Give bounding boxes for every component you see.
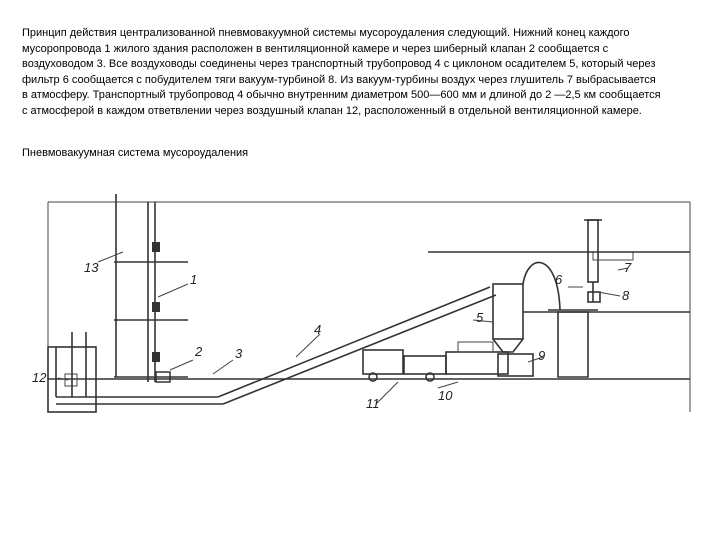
label-13: 13 xyxy=(84,260,99,275)
label-11: 11 xyxy=(366,396,380,411)
air-valve-chamber xyxy=(48,332,96,412)
label-7: 7 xyxy=(624,260,632,275)
air-duct xyxy=(56,397,223,404)
cyclone-separator xyxy=(493,284,523,352)
label-4: 4 xyxy=(314,322,322,337)
label-12: 12 xyxy=(32,370,47,385)
garbage-chute xyxy=(148,202,160,382)
label-5: 5 xyxy=(476,310,484,325)
residential-building xyxy=(114,194,188,377)
label-9: 9 xyxy=(538,348,546,363)
description-paragraph: Принцип действия централизованной пневмовакуумной системы мусороудаления следующий. Нижний конец каждого мусоропровода 1 жилого здания расположен в вентиляционной камере и через шиберный клапан 2 сообщается с воздуховодом 3. Все воздуховоды соединены через транспортный трубопровод 4 с циклоном осадителем 5, который через фильтр 6 сообщается с побудителем тяги вакуум-турбиной 8. Из вакуум-турбины воздух через глушитель 7 выбрасывается в атмосферу. Транспортный трубопровод 4 обычно внутренним диаметром 500—600 мм и длиной до 2 —2,5 км сообщается с атмосферой в каждом ответвлении через воздушный клапан 12, расположенный в отдельной вентиляционной камере. xyxy=(22,27,661,117)
leader-lines xyxy=(58,252,628,404)
label-3: 3 xyxy=(235,346,243,361)
label-1: 1 xyxy=(190,272,198,287)
figure-caption: Пневмовакуумная система мусороудаления xyxy=(22,147,249,159)
equipment-base xyxy=(498,354,533,376)
filter xyxy=(523,310,690,377)
label-10: 10 xyxy=(438,388,453,403)
label-6: 6 xyxy=(555,272,563,287)
pneumovacuum-system-diagram xyxy=(28,192,698,432)
transport-pipeline xyxy=(218,287,496,404)
label-8: 8 xyxy=(622,288,630,303)
garbage-truck xyxy=(363,350,446,381)
label-2: 2 xyxy=(195,344,203,359)
